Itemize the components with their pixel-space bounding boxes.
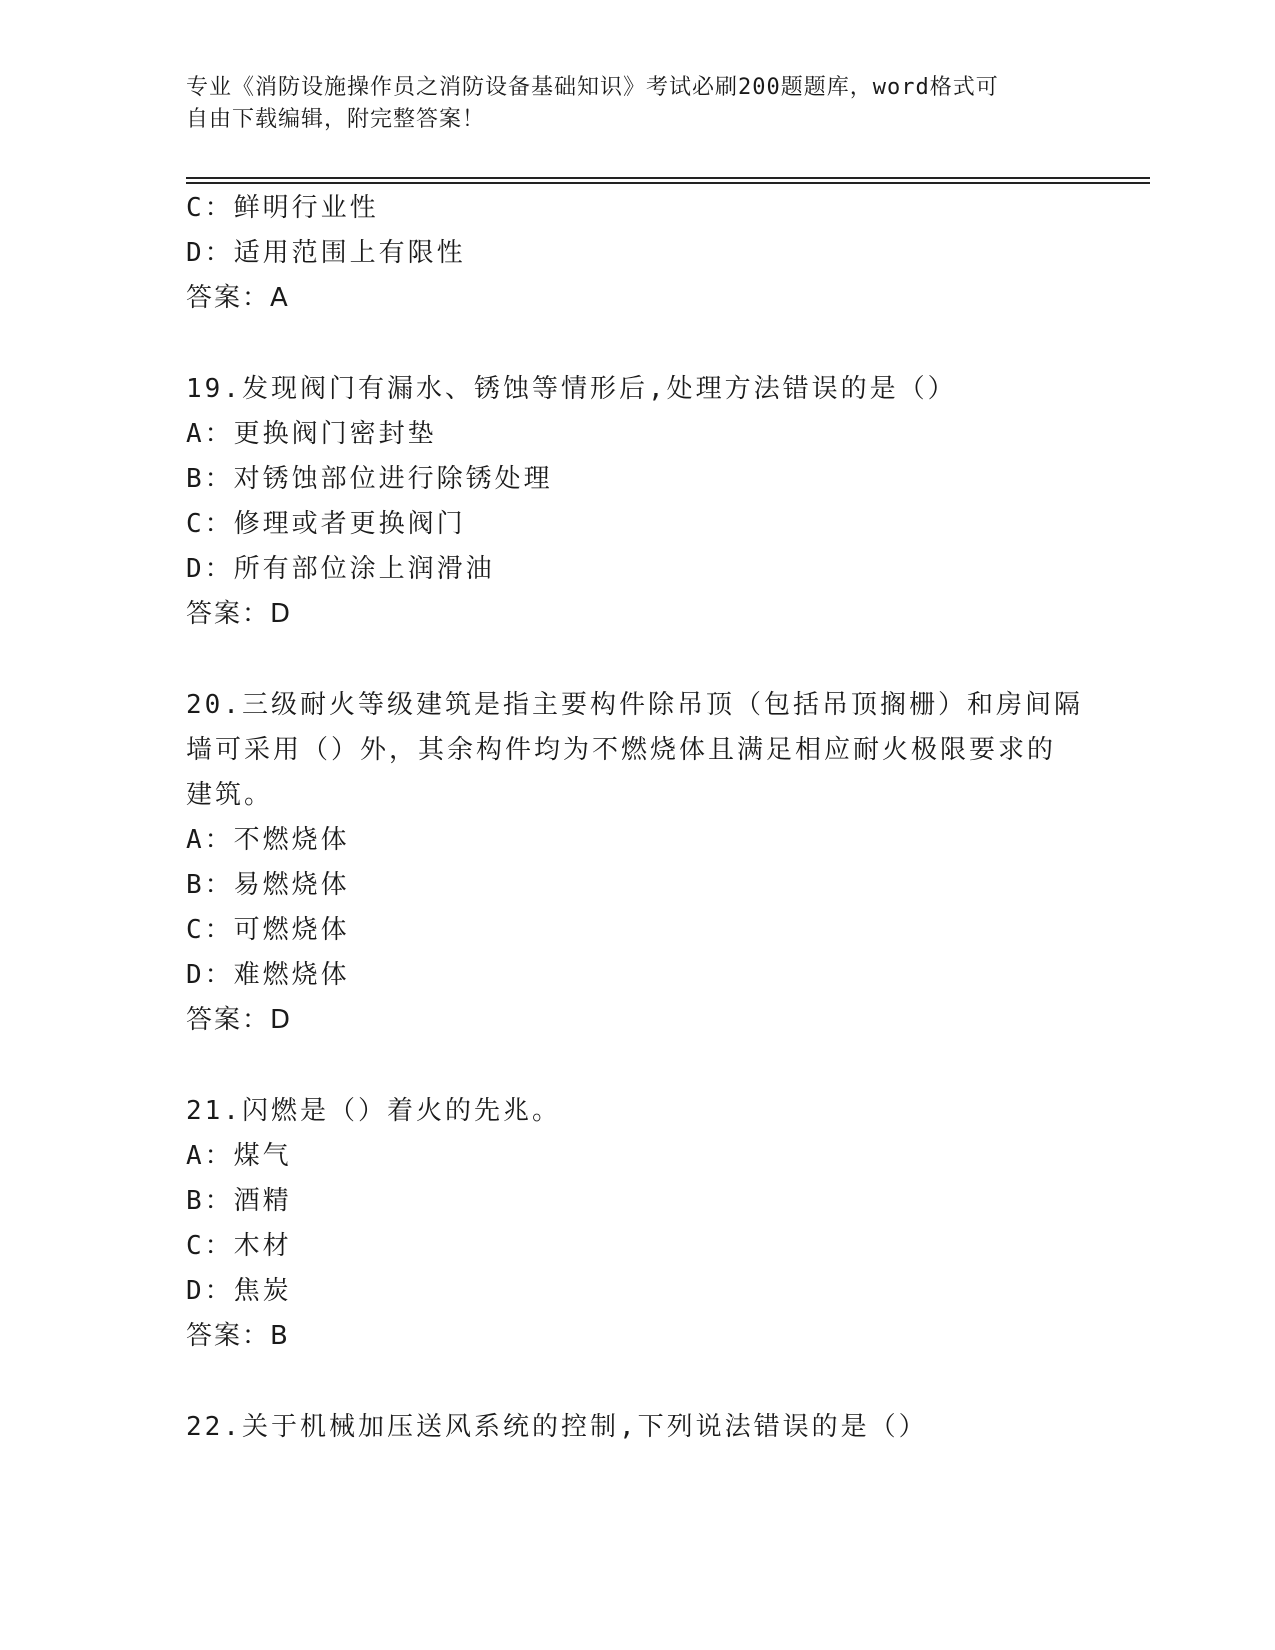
q21-option-b: B：酒精	[186, 1186, 292, 1216]
q18-option-c: C：鲜明行业性	[186, 193, 379, 223]
q20-option-d: D：难燃烧体	[186, 960, 350, 990]
q21-option-c: C：木材	[186, 1231, 292, 1261]
header-title-line-2: 自由下载编辑，附完整答案！	[186, 107, 486, 132]
q18-option-d: D：适用范围上有限性	[186, 238, 466, 268]
q18-answer: 答案：A	[186, 283, 290, 313]
q20-option-b: B：易燃烧体	[186, 870, 350, 900]
header-title-line-1: 专业《消防设施操作员之消防设备基础知识》考试必刷200题题库，word格式可	[186, 75, 999, 100]
q20-stem-line-2: 墙可采用（）外，其余构件均为不燃烧体且满足相应耐火极限要求的	[186, 735, 1057, 765]
q20-answer: 答案：D	[186, 1005, 293, 1035]
q19-answer: 答案：D	[186, 599, 293, 629]
header-divider-top	[186, 177, 1150, 179]
q20-option-a: A：不燃烧体	[186, 825, 350, 855]
header-divider-bottom	[186, 182, 1150, 184]
q20-option-c: C：可燃烧体	[186, 915, 350, 945]
page-header	[186, 72, 1086, 136]
q19-option-c: C：修理或者更换阀门	[186, 509, 466, 539]
q21-stem: 21.闪燃是（）着火的先兆。	[186, 1096, 561, 1126]
q20-stem-line-1: 20.三级耐火等级建筑是指主要构件除吊顶（包括吊顶搁栅）和房间隔	[186, 690, 1083, 720]
q22-stem: 22.关于机械加压送风系统的控制,下列说法错误的是（）	[186, 1412, 928, 1442]
q20-stem-line-3: 建筑。	[186, 780, 274, 810]
q21-option-d: D：焦炭	[186, 1276, 292, 1306]
q19-stem: 19.发现阀门有漏水、锈蚀等情形后,处理方法错误的是（）	[186, 374, 957, 404]
q19-option-d: D：所有部位涂上润滑油	[186, 554, 495, 584]
q19-option-b: B：对锈蚀部位进行除锈处理	[186, 464, 553, 494]
q19-option-a: A：更换阀门密封垫	[186, 419, 437, 449]
q21-option-a: A：煤气	[186, 1141, 292, 1171]
q21-answer: 答案：B	[186, 1321, 290, 1351]
